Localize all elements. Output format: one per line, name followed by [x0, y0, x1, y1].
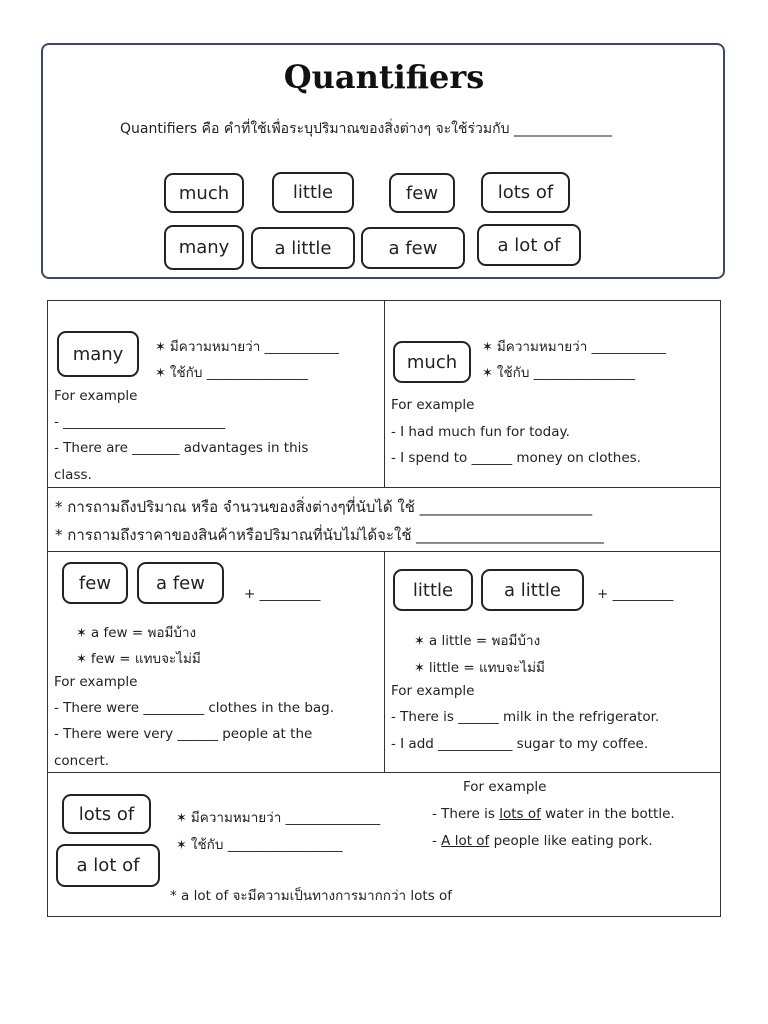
word-chip-many: many — [164, 225, 244, 270]
little-example-2: - I add ___________ sugar to my coffee. — [391, 736, 649, 752]
word-chip-lots-of: lots of — [481, 172, 570, 213]
lots-example-2: - A lot of people like eating pork. — [432, 833, 653, 849]
much-meaning: ✶ มีความหมายว่า ___________ — [482, 339, 666, 355]
few-for-example: For example — [54, 674, 138, 690]
word-chip-a-little: a little — [251, 227, 355, 269]
divider — [384, 551, 385, 772]
many-for-example: For example — [54, 388, 138, 404]
star-icon: ✶ — [482, 366, 493, 381]
lots-meaning: ✶ มีความหมายว่า ______________ — [176, 810, 381, 826]
many-meaning: ✶ มีความหมายว่า ___________ — [155, 339, 339, 355]
star-icon: ✶ — [176, 838, 187, 853]
lots-formality-note: * a lot of จะมีความเป็นทางการมากกว่า lots of — [170, 888, 453, 904]
much-chip: much — [393, 341, 471, 383]
much-use-with: ✶ ใช้กับ _______________ — [482, 365, 635, 381]
little-for-example: For example — [391, 683, 475, 699]
word-chip-a-few: a few — [361, 227, 465, 269]
little-rule-1: ✶ a little = พอมีบ้าง — [414, 633, 541, 649]
little-plus-blank: + _________ — [597, 586, 674, 602]
much-for-example: For example — [391, 397, 475, 413]
few-plus-blank: + _________ — [244, 586, 321, 602]
lots-for-example: For example — [463, 779, 547, 795]
question-countable: * การถามถึงปริมาณ หรือ จำนวนของสิ่งต่างๆที่นับได้ ใช้ _______________________ — [55, 498, 593, 516]
star-icon: ✶ — [414, 634, 425, 649]
lots-use-with: ✶ ใช้กับ _________________ — [176, 837, 343, 853]
definition-text: Quantifiers คือ คำที่ใช้เพื่อระบุปริมาณของสิ่งต่างๆ จะใช้ร่วมกับ ______________ — [120, 121, 612, 137]
little-chip: little — [393, 569, 473, 611]
few-example-2-cont: concert. — [54, 753, 110, 769]
star-icon: ✶ — [155, 366, 166, 381]
a-few-chip: a few — [137, 562, 224, 604]
a-little-chip: a little — [481, 569, 584, 611]
little-rule-2: ✶ little = แทบจะไม่มี — [414, 660, 545, 676]
lots-example-1: - There is lots of water in the bottle. — [432, 806, 675, 822]
a-lot-of-chip: a lot of — [56, 844, 160, 887]
star-icon: ✶ — [155, 340, 166, 355]
many-use-with: ✶ ใช้กับ _______________ — [155, 365, 308, 381]
few-rule-2: ✶ few = แทบจะไม่มี — [76, 651, 201, 667]
many-example-2-cont: class. — [54, 467, 92, 483]
star-icon: ✶ — [414, 661, 425, 676]
few-chip: few — [62, 562, 128, 604]
star-icon: ✶ — [176, 811, 187, 826]
word-chip-few: few — [389, 173, 455, 213]
word-chip-much: much — [164, 173, 244, 213]
much-example-1: - I had much fun for today. — [391, 424, 570, 440]
many-example-1: - ________________________ — [54, 414, 226, 430]
question-uncountable: * การถามถึงราคาของสินค้าหรือปริมาณที่นับไม่ได้จะใช้ _________________________ — [55, 526, 604, 544]
star-icon: ✶ — [76, 652, 87, 667]
few-rule-1: ✶ a few = พอมีบ้าง — [76, 625, 197, 641]
word-chip-little: little — [272, 172, 354, 213]
page-title: Quantifiers — [283, 58, 485, 96]
many-example-2: - There are _______ advantages in this — [54, 440, 309, 456]
star-icon: ✶ — [482, 340, 493, 355]
many-chip: many — [57, 331, 139, 377]
divider — [384, 300, 385, 487]
much-example-2: - I spend to ______ money on clothes. — [391, 450, 641, 466]
few-example-1: - There were _________ clothes in the bag. — [54, 700, 335, 716]
lots-of-chip: lots of — [62, 794, 151, 834]
star-icon: ✶ — [76, 626, 87, 641]
few-example-2: - There were very ______ people at the — [54, 726, 313, 742]
divider — [47, 772, 721, 773]
little-example-1: - There is ______ milk in the refrigerator. — [391, 709, 660, 725]
divider — [47, 487, 721, 488]
word-chip-a-lot-of: a lot of — [477, 224, 581, 266]
